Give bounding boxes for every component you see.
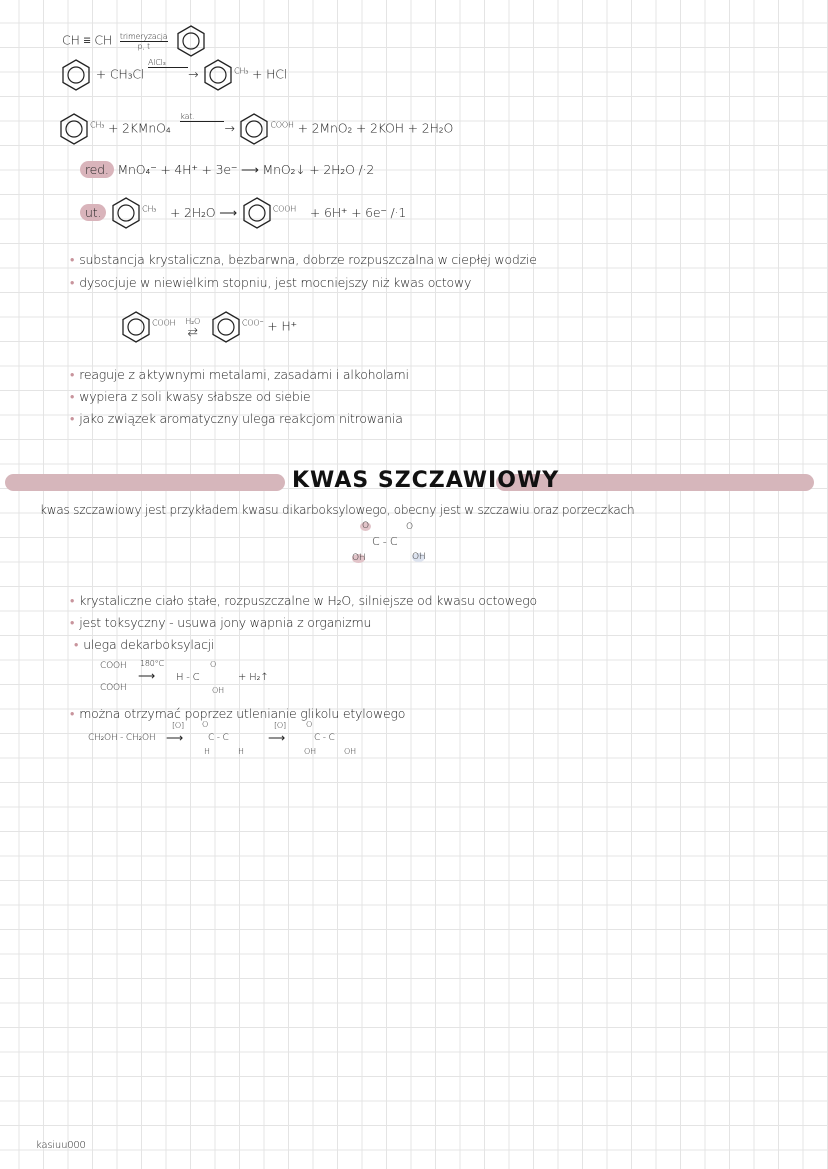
cooh: COOH <box>100 661 127 671</box>
condition: H₂O <box>185 316 201 326</box>
products: + 2MnO₂ + 2KOH + 2H₂O <box>297 120 454 136</box>
bullet: • można otrzymać poprzez utlenianie glikolu etylowego <box>70 706 405 721</box>
hydroxyl: OH <box>212 686 224 695</box>
benzoic-acid-ring-icon <box>120 310 152 344</box>
glycol-oxidation-equation <box>88 720 408 760</box>
oxidant: [O] <box>172 721 184 730</box>
benzoic-acid-ring-icon <box>241 196 273 230</box>
bullet: • substancja krystaliczna, bezbarwna, dobrze rozpuszczalna w ciepłej wodzie <box>70 252 537 267</box>
substituent: CH₃ <box>141 204 157 214</box>
bullet: • krystaliczne ciało stałe, rozpuszczalne w H₂O, silniejsze od kwasu octowego <box>70 593 537 608</box>
header-bar-left <box>5 474 285 491</box>
benzene-ring-icon <box>60 58 92 92</box>
oxalic-acid-structure <box>350 522 440 572</box>
bullet: • reaguje z aktywnymi metalami, zasadami i alkoholami <box>70 367 409 382</box>
reduction-label: red. <box>80 161 114 178</box>
hydroxyl: OH <box>304 747 316 756</box>
oxygen: O <box>406 522 413 532</box>
bullet: • jako związek aromatyczny ulega reakcjom nitrowania <box>70 411 403 426</box>
oxidant: [O] <box>274 721 286 730</box>
carbon-chain: C - C <box>372 535 398 548</box>
substituent: CH₃ <box>90 120 105 130</box>
benzene-ring-icon <box>175 24 207 58</box>
arrow-icon: ⟶ <box>166 731 184 745</box>
bullet: • jest toksyczny - usuwa jony wapnia z organizmu <box>70 615 371 630</box>
arrow-condition: p, t <box>137 41 150 51</box>
hydroxyl: OH <box>352 553 366 563</box>
hydroxyl: OH <box>412 552 426 562</box>
substituent: CH₃ <box>234 66 249 76</box>
hydroxyl: OH <box>344 747 356 756</box>
oxidation-half-reaction <box>80 196 406 230</box>
substituent: COO⁻ <box>241 318 264 328</box>
reagent: CH₃Cl <box>109 66 145 82</box>
reduction-half-reaction <box>80 162 374 177</box>
proton: + H⁺ <box>267 318 297 334</box>
toluene-ring-icon <box>202 58 234 92</box>
bullet: • wypiera z soli kwasy słabsze od siebie <box>70 389 310 404</box>
dissociation-equation <box>120 310 297 344</box>
glyoxal: C - C <box>208 733 229 743</box>
intro-text: kwas szczawiowy jest przykładem kwasu dikarboksylowego, obecny jest w szczawiu oraz porzeczkach <box>40 503 635 517</box>
reaction-2: + CH₃Cl AlCl₃→ $^{CH_3}$ + HCl <box>60 58 287 92</box>
reagent: + 2KMnO₄ <box>108 120 171 136</box>
plus: + <box>95 66 107 82</box>
ethyne: CH ≡ CH <box>62 32 113 48</box>
benzoate-ring-icon <box>210 310 242 344</box>
reaction-3: $^{CH_3}$ + 2KMnO₄ kat.→ $^{COOH}$ + 2MnO₂ + 2KOH + 2H₂O <box>58 112 453 146</box>
benzoic-acid-ring-icon <box>238 112 270 146</box>
substituent: COOH <box>270 120 294 130</box>
substituent: COOH <box>272 204 297 214</box>
toluene-ring-icon <box>110 196 142 230</box>
equilibrium-arrow-icon: ⇄ <box>187 323 198 339</box>
oxidation-label: ut. <box>80 204 106 221</box>
oxygen: O <box>210 660 217 669</box>
arrow-icon: ⟶ <box>138 669 156 683</box>
catalyst: AlCl₃ <box>148 58 188 68</box>
product: + HCl <box>252 66 288 82</box>
section-title: KWAS SZCZAWIOWY <box>292 468 560 493</box>
condition: 180°C <box>140 659 164 668</box>
hydrogen: + H₂↑ <box>238 672 269 683</box>
arrow-icon: ⟶ <box>268 731 286 745</box>
catalyst: kat. <box>180 112 224 122</box>
hydrogen: H <box>204 747 210 756</box>
glycol: CH₂OH - CH₂OH <box>88 733 156 743</box>
substituent: COOH <box>152 318 176 328</box>
hydrogen: H <box>238 747 244 756</box>
signature: kasiuu000 <box>36 1140 86 1151</box>
formic-acid: H - C <box>176 672 200 683</box>
equation-middle: + 2H₂O ⟶ <box>169 204 237 220</box>
decarboxylation-equation <box>100 659 300 698</box>
toluene-ring-icon <box>58 112 90 146</box>
reaction-1 <box>62 24 207 58</box>
cooh: COOH <box>100 683 127 693</box>
oxygen: O <box>362 521 369 531</box>
equation: MnO₄⁻ + 4H⁺ + 3e⁻ ⟶ MnO₂↓ + 2H₂O /·2 <box>117 162 375 177</box>
equation-right: + 6H⁺ + 6e⁻ /·1 <box>309 204 407 220</box>
arrow-condition: trimeryzacja <box>119 31 168 41</box>
oxalic-acid: C - C <box>314 733 335 743</box>
oxygen: O <box>306 720 313 729</box>
bullet: • dysocjuje w niewielkim stopniu, jest mocniejszy niż kwas octowy <box>70 275 471 290</box>
oxygen: O <box>202 720 209 729</box>
bullet: • ulega dekarboksylacji <box>74 637 214 652</box>
